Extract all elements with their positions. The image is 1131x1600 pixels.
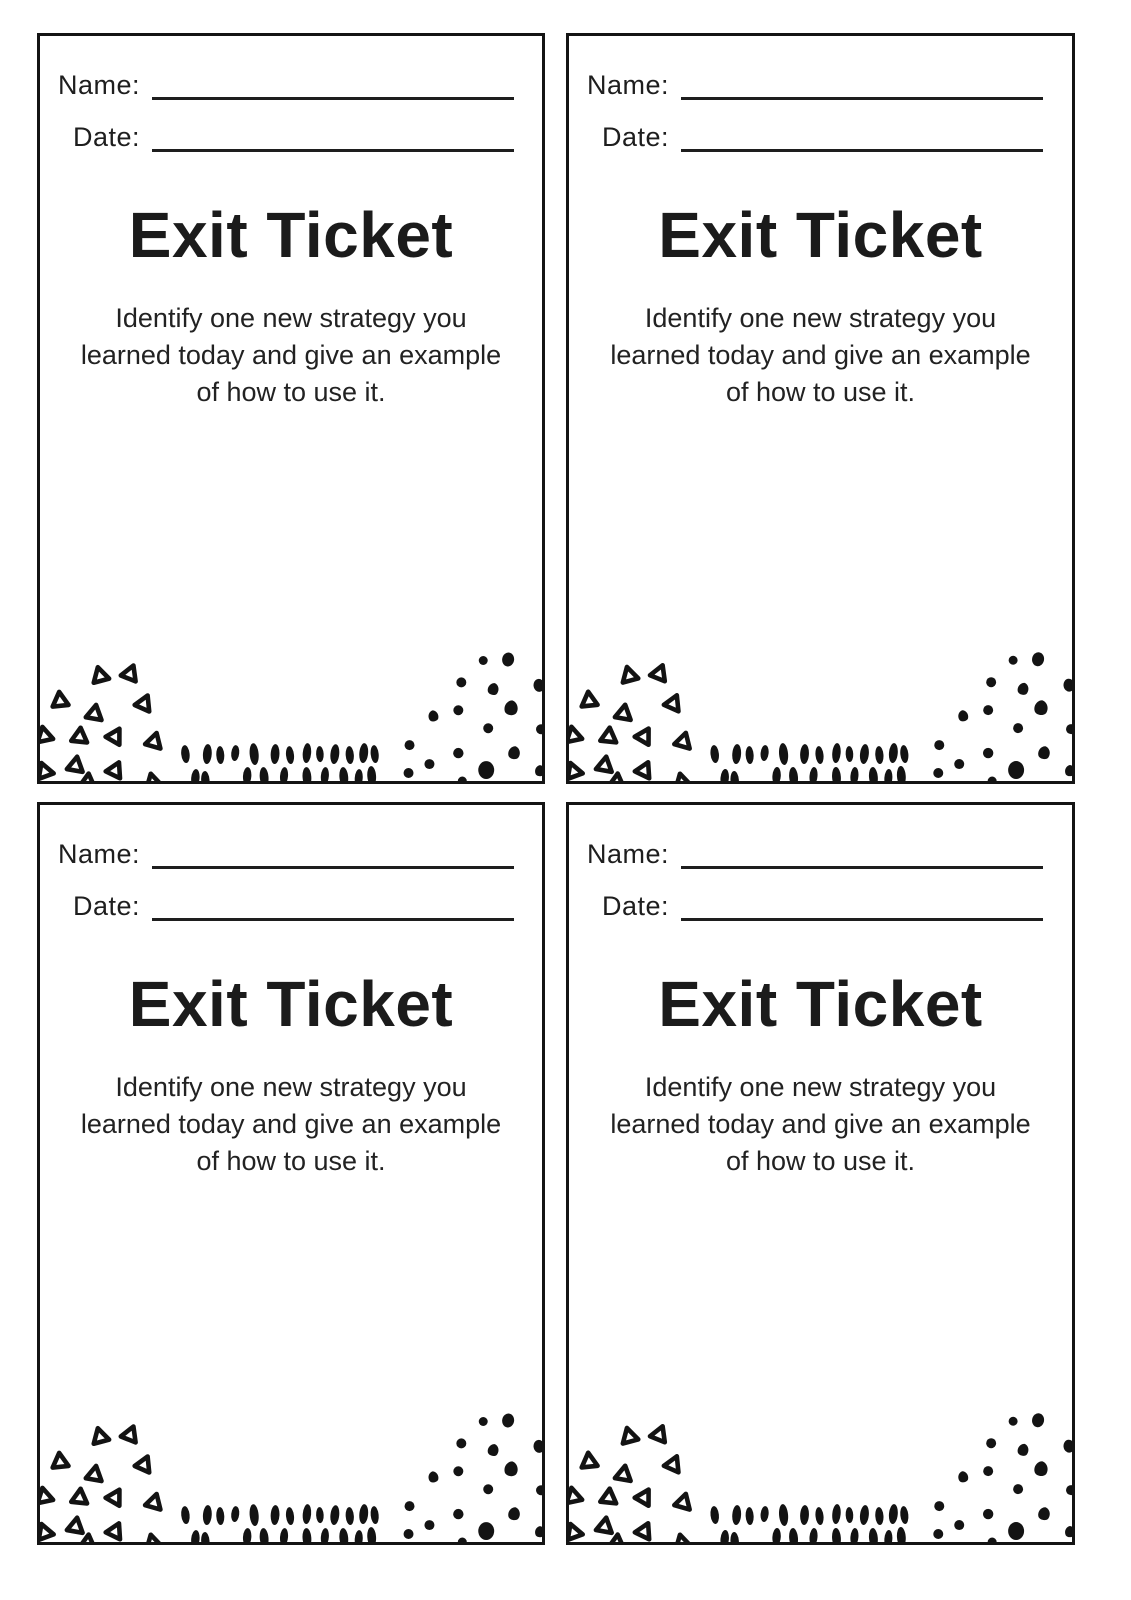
date-label: Date: [72,891,140,921]
ticket-prompt [569,1069,1072,1180]
confetti-doodle-pattern [569,632,1072,782]
date-label: Date: [601,891,669,921]
name-blank-line [152,70,514,100]
round-dots-group [404,652,542,782]
prompt-line-1: Identify one new strategy you [644,1072,997,1102]
name-field-row [40,837,542,869]
ticket-prompt [569,300,1072,411]
prompt-line-1: Identify one new strategy you [115,303,467,333]
exit-ticket-card-bottom-left [37,802,545,1545]
name-field-row [569,837,1072,869]
name-label: Name: [586,70,669,100]
date-blank-line [152,891,514,921]
prompt-line-1: Identify one new strategy you [644,303,997,333]
dash-dots-group [710,743,910,782]
name-blank-line [152,839,514,869]
name-blank-line [681,70,1043,100]
round-dots-group [933,1412,1072,1543]
date-label: Date: [72,122,140,152]
name-label: Name: [57,839,140,869]
triangle-doodles-group [569,1423,694,1543]
exit-ticket-card-top-left [37,33,545,784]
date-blank-line [681,891,1043,921]
ticket-title: Exit Ticket [658,968,983,1040]
prompt-line-2: learned today and give an example [610,340,1031,370]
prompt-line-2: learned today and give an example [610,1109,1031,1139]
name-field-row [569,68,1072,100]
ticket-prompt [40,300,542,411]
round-dots-group [933,651,1072,782]
triangle-doodles-group [569,662,694,782]
dash-dots-group [180,743,379,782]
date-field-row [569,889,1072,921]
name-label: Name: [57,70,140,100]
name-label: Name: [586,839,669,869]
triangle-doodles-group [40,663,164,782]
name-field-row [40,68,542,100]
prompt-line-3: of how to use it. [725,1146,916,1176]
prompt-line-3: of how to use it. [196,377,386,407]
ticket-title: Exit Ticket [128,968,454,1040]
dash-dots-group [180,1504,379,1543]
prompt-line-3: of how to use it. [196,1146,386,1176]
prompt-line-1: Identify one new strategy you [115,1072,467,1102]
ticket-title: Exit Ticket [128,199,454,271]
prompt-line-2: learned today and give an example [80,340,502,370]
prompt-line-2: learned today and give an example [80,1109,502,1139]
name-blank-line [681,839,1043,869]
date-field-row [40,120,542,152]
round-dots-group [404,1413,542,1543]
triangle-doodles-group [40,1424,164,1543]
ticket-title: Exit Ticket [658,199,983,271]
date-field-row [569,120,1072,152]
date-blank-line [681,122,1043,152]
date-label: Date: [601,122,669,152]
ticket-prompt [40,1069,542,1180]
exit-ticket-card-top-right [566,33,1075,784]
exit-ticket-card-bottom-right [566,802,1075,1545]
date-blank-line [152,122,514,152]
dash-dots-group [710,1504,910,1543]
confetti-doodle-pattern [569,1393,1072,1543]
confetti-doodle-pattern [40,1393,542,1543]
date-field-row [40,889,542,921]
tickets-grid [37,33,1131,1545]
prompt-line-3: of how to use it. [725,377,916,407]
confetti-doodle-pattern [40,632,542,782]
